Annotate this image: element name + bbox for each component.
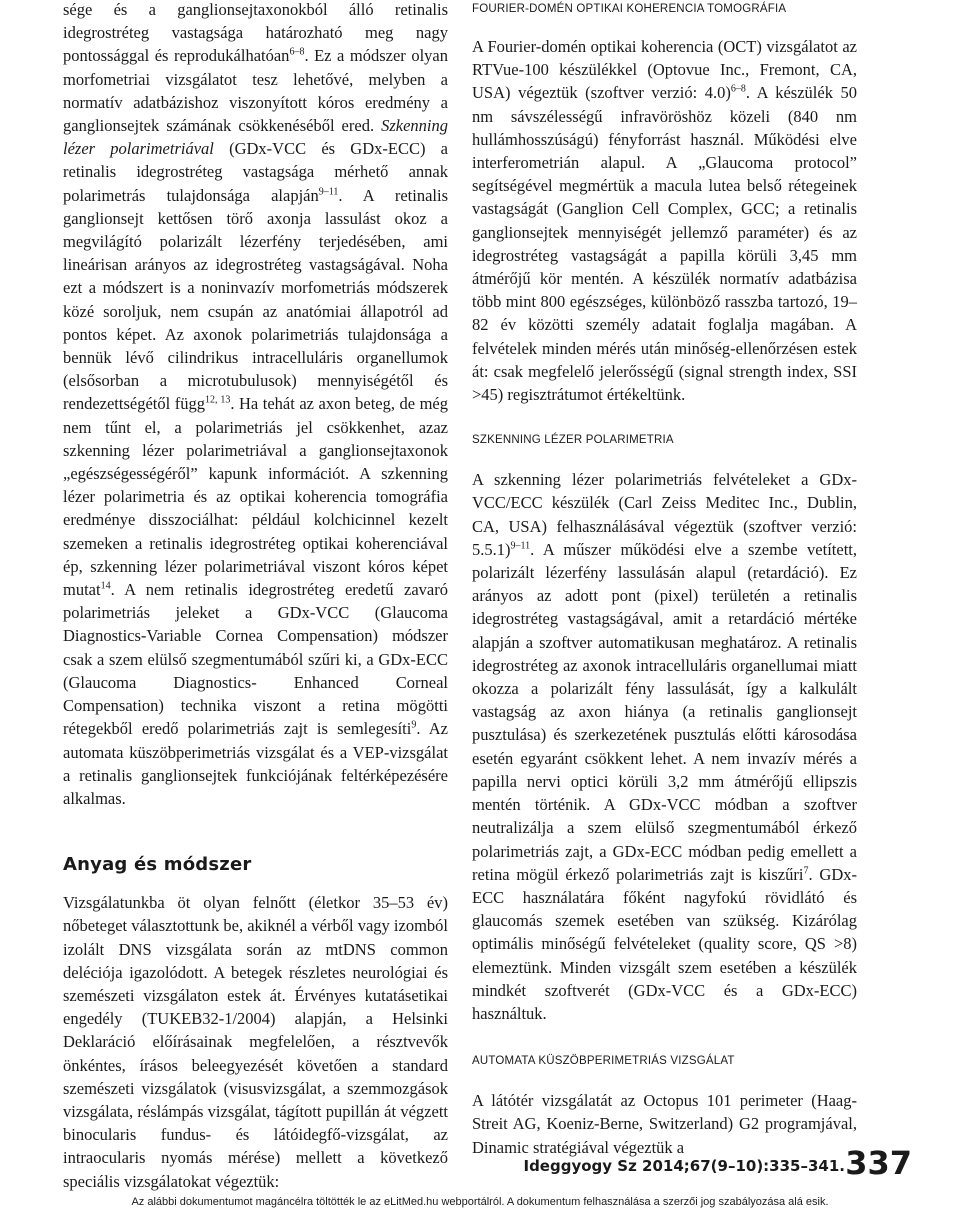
citation-ref: 6–8 xyxy=(289,46,305,58)
text-run: . A retinalis ganglionsejt kettősen törő axonja lassulást okoz a megvilágító polarizált lézerfény terjedésében, ami lineárisan arányos az idegrostréteg vastagságával. Noha ezt a módszert is a noninvazív morfometriás módszerek közé soroljuk, nem csupán az anatómiai állapotról ad pontos képet. Az axonok polarimetriás tulajdonsága a bennük lévő cilindrikus intracelluláris organellumok (elsősorban a microtubulusok) mennyiségétől és rendezettségétől függ xyxy=(63,185,448,414)
download-disclaimer: Az alábbi dokumentumot magáncélra töltötték le az eLitMed.hu webportálról. A dokumentum felhasználása a szerzői jog szabályozása alá esik. xyxy=(131,1196,829,1208)
perimetry-paragraph: A látótér vizsgálatát az Octopus 101 perimeter (Haag-Streit AG, Koeniz-Berne, Switzerland) G2 programjával, Dinamic stratégiával végeztük a xyxy=(472,1091,857,1157)
slp-paragraph xyxy=(472,468,857,1025)
right-column xyxy=(472,0,857,1159)
citation-ref: 12, 13 xyxy=(204,394,231,406)
text-run: . GDx-ECC használatára főként nagyfokú rövidlátó és glaucomás szemek esetében van szükség. Kizárólag optimális minőségű felvételeket (quality score, QS >8) elemeztünk. Minden vizsgált szem esetében a készülék mindkét szoftverét (GDx-VCC és a GDx-ECC) használtuk. xyxy=(472,864,858,1023)
text-run: . Ez a módszer olyan morfometriai vizsgálatot tesz lehetővé, melyben a normatív adatbázishoz viszonyított kóros eredmény a ganglionsejtek számának csökkenéséből ered. xyxy=(63,46,448,136)
intro-paragraph xyxy=(63,0,448,810)
subheading-slp: SZKENNING LÉZER POLARIMETRIA xyxy=(472,434,674,447)
subheading-oct: FOURIER-DOMÉN OPTIKAI KOHERENCIA TOMOGRÁFIA xyxy=(472,3,787,15)
text-run: A szkenning lézer polarimetriás felvételeket a GDx-VCC/ECC készülék (Carl Zeiss Meditec Inc., Dublin, CA, USA) felhasználásával végeztük (szoftver verzió: 5.5.1) xyxy=(472,470,857,559)
text-run: . A műszer működési elve a szembe vetített, polarizált lézerfény lassulásán alapul (retardáció). Ez arányos az adott pont (pixel) területén a retinalis idegrostréteg vastagságával, amit a retardáció mértéke alapján a szoftver automatikusan meghatároz. A retinalis idegrostréteg az axonok intracelluláris organellumai miatt okozza a polarizált fény lassulását, így a kalkulált vastagság az axon hiánya (a retinalis ganglionsejt pusztulása) és szerkezetének pusztulás előtti károsodása esetén egyaránt csökkent lehet. A nem invazív mérés a papilla nervi optici körüli 3,2 mm átmérőjű ellipszis mentén történik. A GDx-VCC módban a szoftver neutralizálja a szem elülső szegmentumából érkező polarimetriás zajt, a GDx-ECC módban pedig emellett a retina mögül érkező polarimetriás zajt is kiszűri xyxy=(472,539,857,884)
citation-ref: 6–8 xyxy=(730,83,746,95)
text-run: A Fourier-domén optikai koherencia (OCT) vizsgálatot az RTVue-100 készülékkel (Optovue Inc., Fremont, CA, USA) végeztük (szoftver verzió: 4.0) xyxy=(472,37,857,103)
methods-paragraph: Vizsgálatunkba öt olyan felnőtt (életkor 35–53 év) nőbeteget választottunk be, akiknél a vérből vagy izomból izolált DNS vizsgálata során az mtDNS common deléciója igazolódott. A betegek részletes neurológiai és szemészeti vizsgálaton estek át. Érvényes kutatásetikai engedély (TUKEB32-1/2004) alapján, a Helsinki Deklaráció előírásainak megfelelően, a résztvevők önkéntes, írásos beleegyezését követően a standard szemészeti vizsgálatok (visusvizsgálat, a szemmozgások vizsgálata, réslámpás vizsgálat, tágított pupillán át végzett binocularis fundus- és látóidegfő-vizsgálat, az intraocularis nyomás mérése) mellett a következő speciális vizsgálatokat végeztük: xyxy=(63,893,448,1191)
citation-ref: 9 xyxy=(411,719,417,731)
text-run: . A nem retinalis idegrostréteg eredetű zavaró polarimetriás jeleket a GDx-VCC (Glaucoma Diagnostics-Variable Cornea Compensation) módszer csak a szem elülső szegmentumából szűri ki, a GDx-ECC (Glaucoma Diagnostics- Enhanced Corneal Compensation) technika viszont a retina mögötti rétegekből eredő polarimetriás zajt is semlegesíti xyxy=(63,580,448,739)
text-run: . Az automata küszöbperimetriás vizsgálat és a VEP-vizsgálat a retinalis ganglionsejtek funkciójának feltérképezésére alkalmas. xyxy=(63,719,448,808)
journal-citation: Ideggyogy Sz 2014;67(9–10):335–341. xyxy=(523,1157,845,1175)
citation-ref: 9–11 xyxy=(318,186,339,198)
left-column xyxy=(63,0,448,1193)
page-number: 337 xyxy=(845,1144,912,1182)
citation-ref: 14 xyxy=(100,580,111,592)
text-run: . Ha tehát az axon beteg, de még nem tűnt el, a polarimetriás jel csökkenhet, azaz szkenning lézer polarimetriával a ganglionsejtaxonok „egészségességéről” kapunk információt. A szkenning lézer polarimetria és az optikai koherencia tomográfia eredménye disszociálhat: például kolchicinnel kezelt szemeken a retinalis idegrostréteg optikai koherenciával ép, szkenning lézer polarimetriával viszont kóros képet mutat xyxy=(63,394,448,600)
citation-ref: 7 xyxy=(803,865,809,877)
oct-paragraph xyxy=(472,35,857,406)
text-run: (GDx-VCC és GDx-ECC) a retinalis idegrostréteg vastagsága mérhető annak polarimetrás tulajdonsága alapján xyxy=(63,139,448,205)
citation-ref: 9–11 xyxy=(510,540,531,552)
italic-term: Szkenning lézer polarimetriával xyxy=(63,116,448,159)
section-heading: Anyag és módszer xyxy=(63,854,252,876)
subheading-perimetry: AUTOMATA KÜSZÖBPERIMETRIÁS VIZSGÁLAT xyxy=(472,1055,735,1068)
text-run: . A készülék 50 nm sávszélességű infravöröshöz közeli (840 nm hullámhosszúságú) fényforrást használ. Működési elve interferometrián alapul. A „Glaucoma protocol” segítségével megmértük a macula lutea belső rétegeinek vastagságát (Ganglion Cell Complex, GCC; a retinalis ganglionsejtek mennyiségét jellemző paraméter) és az idegrostréteg vastagságát a papilla körüli 3,45 mm átmérőjű kör mentén. A készülék normatív adatbázisa több mint 800 egészséges, különböző rasszba tartozó, 19–82 év közötti személy adatait foglalja magában. A felvételek minden mérés után minőség-ellenőrzésen estek át: csak megfelelő jelerősségű (signal strength index, SSI >45) regisztrátumot értékeltünk. xyxy=(472,83,858,405)
text-run: sége és a ganglionsejtaxonokból álló retinalis idegrostréteg vastagsága határozható meg nagy pontossággal és reprodukálhatóan xyxy=(63,0,448,66)
